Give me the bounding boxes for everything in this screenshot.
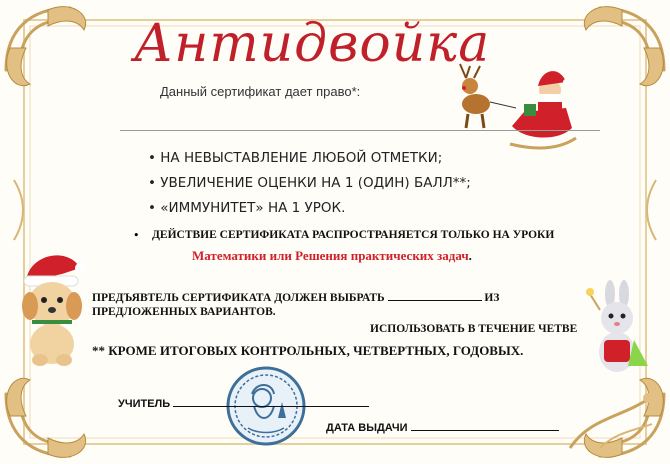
footnote: ** КРОМЕ ИТОГОВЫХ КОНТРОЛЬНЫХ, ЧЕТВЕРТНЫХ, ГОДОВЫХ. (92, 343, 524, 358)
bunny-icon (582, 280, 654, 380)
subjects-text (192, 248, 472, 264)
rights-list (148, 150, 471, 225)
teacher-signature (118, 396, 369, 410)
holder-line-1 (92, 290, 499, 304)
scope-label: ДЕЙСТВИЕ СЕРТИФИКАТА РАСПРОСТРАНЯЕТСЯ ТОЛЬКО НА УРОКИ (152, 229, 555, 241)
rights-item: • НА НЕВЫСТАВЛЕНИЕ ЛЮБОЙ ОТМЕТКИ; (148, 150, 471, 166)
holder-text: ПРЕДЪЯВТЕЛЬ СЕРТИФИКАТА ДОЛЖЕН ВЫБРАТЬ (92, 292, 385, 304)
holder-line-2 (92, 306, 276, 318)
scope-text (152, 229, 554, 241)
puppy-icon (18, 248, 92, 370)
choice-blank[interactable] (388, 290, 482, 301)
teacher-signature-line[interactable] (173, 396, 369, 407)
certificate-title: Антидвойка (133, 14, 491, 74)
divider (120, 130, 600, 131)
holder-text-end: ИЗ (484, 292, 500, 304)
issue-date-line[interactable] (411, 420, 559, 431)
teacher-label: УЧИТЕЛЬ (118, 398, 171, 410)
corner-ornament-icon (560, 378, 660, 458)
use-period-text (370, 323, 577, 335)
rights-item: • УВЕЛИЧЕНИЕ ОЦЕНКИ НА 1 (ОДИН) БАЛЛ**; (148, 175, 471, 191)
rights-item: • «ИММУНИТЕТ» НА 1 УРОК. (148, 200, 471, 216)
use-period-label: ИСПОЛЬЗОВАТЬ В ТЕЧЕНИЕ ЧЕТВЕ (370, 323, 578, 335)
scope-bullet: • (133, 229, 140, 242)
certificate-subtitle: Данный сертификат дает право*: (160, 84, 361, 99)
subjects-period: . (468, 248, 472, 263)
issue-date (326, 420, 559, 434)
holder-text-2: ПРЕДЛОЖЕННЫХ ВАРИАНТОВ. (92, 306, 276, 318)
subjects-label: Математики или Решения практических задач (192, 248, 469, 263)
date-label: ДАТА ВЫДАЧИ (326, 422, 408, 434)
